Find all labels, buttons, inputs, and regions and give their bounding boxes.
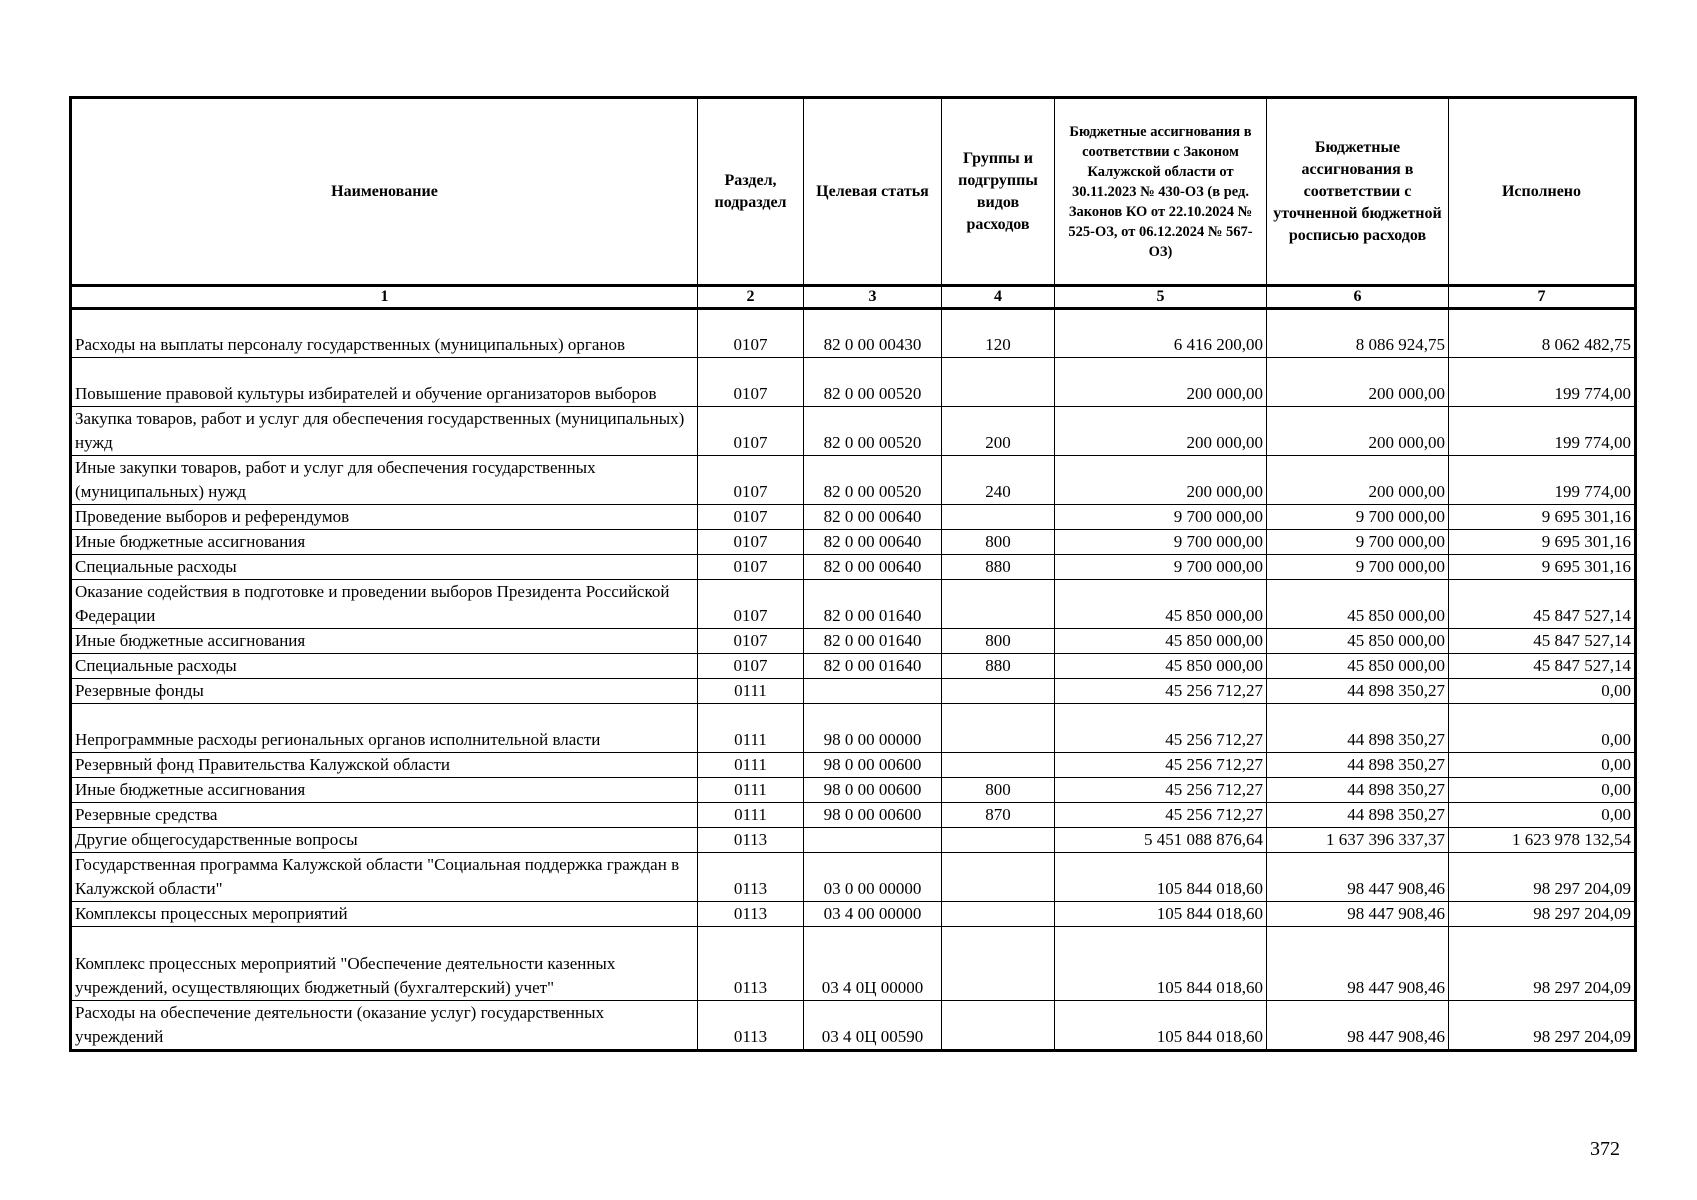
cell-refined: 98 447 908,46 <box>1267 927 1449 1001</box>
cell-refined: 98 447 908,46 <box>1267 1001 1449 1051</box>
cell-section: 0111 <box>698 753 804 778</box>
header-executed: Исполнено <box>1449 98 1636 286</box>
table-row <box>71 629 1636 654</box>
cell-article: 98 0 00 00000 <box>804 704 942 753</box>
table-row <box>71 803 1636 828</box>
cell-name: Иные закупки товаров, работ и услуг для обеспечения государственных (муниципальных) нужд <box>71 456 698 505</box>
cell-name: Государственная программа Калужской области "Социальная поддержка граждан в Калужской области" <box>71 853 698 902</box>
cell-name: Иные бюджетные ассигнования <box>71 629 698 654</box>
cell-executed: 45 847 527,14 <box>1449 580 1636 629</box>
cell-group <box>942 580 1055 629</box>
cell-article: 98 0 00 00600 <box>804 803 942 828</box>
cell-name: Специальные расходы <box>71 654 698 679</box>
cell-refined: 200 000,00 <box>1267 358 1449 407</box>
cell-law: 9 700 000,00 <box>1055 530 1267 555</box>
cell-executed: 98 297 204,09 <box>1449 853 1636 902</box>
cell-law: 5 451 088 876,64 <box>1055 828 1267 853</box>
table-row <box>71 530 1636 555</box>
cell-executed: 45 847 527,14 <box>1449 629 1636 654</box>
cell-law: 200 000,00 <box>1055 456 1267 505</box>
header-row <box>71 98 1636 286</box>
cell-law: 9 700 000,00 <box>1055 505 1267 530</box>
cell-law: 45 850 000,00 <box>1055 580 1267 629</box>
budget-table <box>69 96 1637 1052</box>
cell-section: 0107 <box>698 456 804 505</box>
table-row <box>71 753 1636 778</box>
cell-executed: 199 774,00 <box>1449 358 1636 407</box>
cell-article: 03 4 0Ц 00590 <box>804 1001 942 1051</box>
cell-executed: 98 297 204,09 <box>1449 1001 1636 1051</box>
cell-law: 9 700 000,00 <box>1055 555 1267 580</box>
cell-name: Расходы на обеспечение деятельности (оказание услуг) государственных учреждений <box>71 1001 698 1051</box>
cell-group: 800 <box>942 778 1055 803</box>
cell-group: 870 <box>942 803 1055 828</box>
cell-name: Закупка товаров, работ и услуг для обеспечения государственных (муниципальных) нужд <box>71 407 698 456</box>
cell-law: 105 844 018,60 <box>1055 927 1267 1001</box>
cell-executed: 0,00 <box>1449 803 1636 828</box>
cell-refined: 200 000,00 <box>1267 456 1449 505</box>
cell-group <box>942 358 1055 407</box>
column-number: 2 <box>698 286 804 309</box>
cell-name: Иные бюджетные ассигнования <box>71 530 698 555</box>
cell-article: 82 0 00 01640 <box>804 580 942 629</box>
cell-name: Иные бюджетные ассигнования <box>71 778 698 803</box>
cell-name: Проведение выборов и референдумов <box>71 505 698 530</box>
table-row <box>71 407 1636 456</box>
cell-section: 0107 <box>698 555 804 580</box>
cell-group <box>942 902 1055 927</box>
cell-section: 0113 <box>698 1001 804 1051</box>
cell-section: 0107 <box>698 309 804 358</box>
cell-article: 03 4 00 00000 <box>804 902 942 927</box>
table-row <box>71 505 1636 530</box>
table-row <box>71 853 1636 902</box>
cell-article: 82 0 00 00640 <box>804 505 942 530</box>
cell-executed: 8 062 482,75 <box>1449 309 1636 358</box>
cell-refined: 9 700 000,00 <box>1267 530 1449 555</box>
cell-refined: 44 898 350,27 <box>1267 753 1449 778</box>
cell-executed: 0,00 <box>1449 753 1636 778</box>
cell-article: 82 0 00 00640 <box>804 530 942 555</box>
cell-name: Резервные фонды <box>71 679 698 704</box>
cell-article: 82 0 00 00520 <box>804 456 942 505</box>
cell-name: Расходы на выплаты персоналу государственных (муниципальных) органов <box>71 309 698 358</box>
cell-section: 0107 <box>698 580 804 629</box>
cell-section: 0111 <box>698 704 804 753</box>
table-row <box>71 555 1636 580</box>
cell-section: 0111 <box>698 679 804 704</box>
cell-section: 0113 <box>698 902 804 927</box>
table-row <box>71 778 1636 803</box>
cell-group: 200 <box>942 407 1055 456</box>
cell-law: 45 256 712,27 <box>1055 753 1267 778</box>
header-expense-group: Группы и подгруппы видов расходов <box>942 98 1055 286</box>
cell-section: 0107 <box>698 358 804 407</box>
cell-group <box>942 704 1055 753</box>
cell-section: 0107 <box>698 654 804 679</box>
table-row <box>71 456 1636 505</box>
cell-executed: 0,00 <box>1449 679 1636 704</box>
cell-group: 240 <box>942 456 1055 505</box>
cell-article <box>804 679 942 704</box>
column-number: 6 <box>1267 286 1449 309</box>
column-number: 7 <box>1449 286 1636 309</box>
cell-name: Специальные расходы <box>71 555 698 580</box>
cell-law: 200 000,00 <box>1055 358 1267 407</box>
cell-section: 0111 <box>698 778 804 803</box>
cell-group <box>942 679 1055 704</box>
page-number: 372 <box>1590 1138 1620 1160</box>
cell-executed: 45 847 527,14 <box>1449 654 1636 679</box>
cell-executed: 199 774,00 <box>1449 456 1636 505</box>
cell-name: Оказание содействия в подготовке и проведении выборов Президента Российской Федерации <box>71 580 698 629</box>
cell-name: Комплексы процессных мероприятий <box>71 902 698 927</box>
cell-group <box>942 505 1055 530</box>
table-row <box>71 309 1636 358</box>
cell-name: Повышение правовой культуры избирателей и обучение организаторов выборов <box>71 358 698 407</box>
cell-executed: 1 623 978 132,54 <box>1449 828 1636 853</box>
cell-executed: 9 695 301,16 <box>1449 555 1636 580</box>
cell-group: 800 <box>942 530 1055 555</box>
cell-executed: 0,00 <box>1449 778 1636 803</box>
cell-section: 0113 <box>698 927 804 1001</box>
cell-article <box>804 828 942 853</box>
cell-group: 800 <box>942 629 1055 654</box>
cell-group: 880 <box>942 654 1055 679</box>
cell-refined: 44 898 350,27 <box>1267 803 1449 828</box>
cell-law: 45 256 712,27 <box>1055 803 1267 828</box>
table-row <box>71 679 1636 704</box>
cell-law: 45 256 712,27 <box>1055 778 1267 803</box>
header-refined-allocations: Бюджетные ассигнования в соответствии с уточненной бюджетной росписью расходов <box>1267 98 1449 286</box>
cell-executed: 9 695 301,16 <box>1449 530 1636 555</box>
cell-section: 0107 <box>698 629 804 654</box>
header-name: Наименование <box>71 98 698 286</box>
table-row <box>71 927 1636 1001</box>
cell-executed: 199 774,00 <box>1449 407 1636 456</box>
cell-section: 0111 <box>698 803 804 828</box>
cell-name: Комплекс процессных мероприятий "Обеспечение деятельности казенных учреждений, осуществляющих бюджетный (бухгалтерский) учет" <box>71 927 698 1001</box>
cell-executed: 98 297 204,09 <box>1449 927 1636 1001</box>
cell-article: 03 0 00 00000 <box>804 853 942 902</box>
cell-refined: 44 898 350,27 <box>1267 704 1449 753</box>
cell-law: 105 844 018,60 <box>1055 1001 1267 1051</box>
cell-refined: 1 637 396 337,37 <box>1267 828 1449 853</box>
cell-group <box>942 927 1055 1001</box>
cell-refined: 44 898 350,27 <box>1267 679 1449 704</box>
cell-law: 45 850 000,00 <box>1055 654 1267 679</box>
cell-refined: 9 700 000,00 <box>1267 505 1449 530</box>
cell-law: 45 256 712,27 <box>1055 679 1267 704</box>
table-row <box>71 580 1636 629</box>
cell-executed: 98 297 204,09 <box>1449 902 1636 927</box>
cell-article: 98 0 00 00600 <box>804 778 942 803</box>
cell-refined: 200 000,00 <box>1267 407 1449 456</box>
cell-name: Резервный фонд Правительства Калужской области <box>71 753 698 778</box>
cell-article: 98 0 00 00600 <box>804 753 942 778</box>
column-number: 3 <box>804 286 942 309</box>
header-law-allocations: Бюджетные ассигнования в соответствии с Законом Калужской области от 30.11.2023 № 430-ОЗ (в ред. Законов КО от 22.10.2024 № 525-ОЗ, от 06.12.2024 № 567-ОЗ) <box>1055 98 1267 286</box>
table-row <box>71 704 1636 753</box>
cell-section: 0107 <box>698 505 804 530</box>
table-row <box>71 902 1636 927</box>
cell-law: 45 850 000,00 <box>1055 629 1267 654</box>
cell-name: Непрограммные расходы региональных органов исполнительной власти <box>71 704 698 753</box>
cell-group <box>942 1001 1055 1051</box>
cell-section: 0107 <box>698 407 804 456</box>
cell-article: 82 0 00 01640 <box>804 654 942 679</box>
cell-article: 82 0 00 00520 <box>804 407 942 456</box>
cell-law: 200 000,00 <box>1055 407 1267 456</box>
cell-law: 105 844 018,60 <box>1055 902 1267 927</box>
cell-refined: 98 447 908,46 <box>1267 902 1449 927</box>
cell-executed: 0,00 <box>1449 704 1636 753</box>
cell-section: 0113 <box>698 828 804 853</box>
table-row <box>71 1001 1636 1051</box>
cell-refined: 9 700 000,00 <box>1267 555 1449 580</box>
cell-refined: 45 850 000,00 <box>1267 629 1449 654</box>
cell-refined: 98 447 908,46 <box>1267 853 1449 902</box>
cell-article: 82 0 00 00640 <box>804 555 942 580</box>
header-article: Целевая статья <box>804 98 942 286</box>
cell-group: 120 <box>942 309 1055 358</box>
column-number: 4 <box>942 286 1055 309</box>
cell-law: 45 256 712,27 <box>1055 704 1267 753</box>
header-section: Раздел, подраздел <box>698 98 804 286</box>
column-number: 5 <box>1055 286 1267 309</box>
cell-article: 82 0 00 01640 <box>804 629 942 654</box>
cell-article: 82 0 00 00430 <box>804 309 942 358</box>
cell-name: Резервные средства <box>71 803 698 828</box>
cell-article: 03 4 0Ц 00000 <box>804 927 942 1001</box>
cell-group <box>942 753 1055 778</box>
cell-article: 82 0 00 00520 <box>804 358 942 407</box>
cell-refined: 45 850 000,00 <box>1267 580 1449 629</box>
table-row <box>71 358 1636 407</box>
cell-executed: 9 695 301,16 <box>1449 505 1636 530</box>
cell-law: 6 416 200,00 <box>1055 309 1267 358</box>
cell-group <box>942 828 1055 853</box>
table-row <box>71 654 1636 679</box>
cell-refined: 44 898 350,27 <box>1267 778 1449 803</box>
cell-law: 105 844 018,60 <box>1055 853 1267 902</box>
cell-section: 0107 <box>698 530 804 555</box>
table-row <box>71 828 1636 853</box>
cell-section: 0113 <box>698 853 804 902</box>
cell-refined: 8 086 924,75 <box>1267 309 1449 358</box>
cell-name: Другие общегосударственные вопросы <box>71 828 698 853</box>
cell-refined: 45 850 000,00 <box>1267 654 1449 679</box>
cell-group <box>942 853 1055 902</box>
column-number-row <box>71 286 1636 309</box>
cell-group: 880 <box>942 555 1055 580</box>
column-number: 1 <box>71 286 698 309</box>
